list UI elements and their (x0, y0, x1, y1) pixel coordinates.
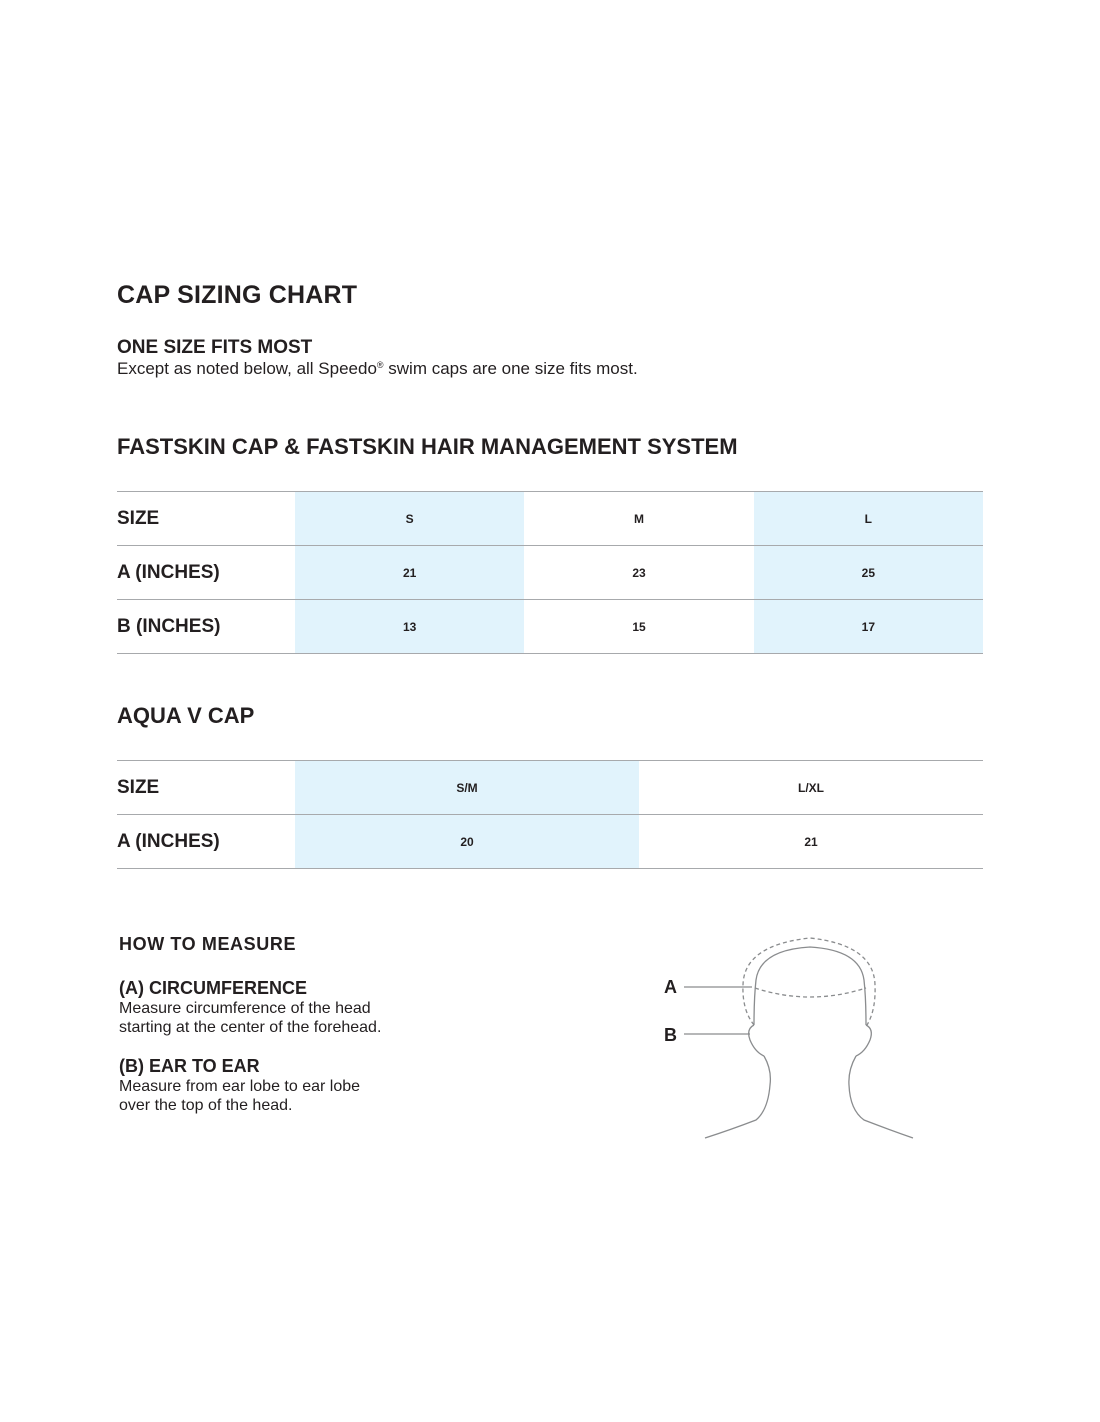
circumference-title: (A) CIRCUMFERENCE (119, 978, 307, 998)
size-cell: S/M (295, 761, 639, 814)
neck-right (849, 1056, 913, 1138)
neck-left (705, 1056, 770, 1138)
note-text-2: swim caps are one size fits most. (383, 359, 638, 378)
row-label: SIZE (117, 776, 160, 798)
page-title: CAP SIZING CHART (117, 281, 358, 309)
aquav-title: AQUA V CAP (117, 703, 255, 728)
size-cell: 20 (295, 815, 639, 868)
ear-to-ear-title: (B) EAR TO EAR (119, 1056, 260, 1076)
size-cell: 25 (754, 546, 983, 599)
ear-to-ear-line-1: Measure from ear lobe to ear lobe (119, 1078, 361, 1095)
circumference-line-2: starting at the center of the forehead. (119, 1019, 382, 1036)
size-cell: 21 (804, 834, 818, 849)
size-cell: 23 (632, 565, 646, 580)
size-cell: 21 (295, 546, 524, 599)
left-ear (749, 1025, 764, 1056)
size-cell: 13 (295, 600, 524, 653)
diagram-label-b: B (664, 1025, 677, 1045)
diagram-label-a: A (664, 977, 677, 997)
circumference-line-1: Measure circumference of the head (119, 1000, 371, 1017)
size-cell: M (633, 511, 644, 526)
how-to-measure-heading: HOW TO MEASURE (119, 934, 297, 954)
size-cell: 17 (754, 600, 983, 653)
registered-mark: ® (376, 360, 384, 370)
circumference-dashed (755, 988, 866, 997)
row-label: B (INCHES) (117, 615, 221, 637)
size-cell: S (295, 492, 524, 545)
fastskin-title: FASTSKIN CAP & FASTSKIN HAIR MANAGEMENT SYSTEM (117, 434, 738, 459)
size-cell: L (754, 492, 983, 545)
cap-outline-dashed (743, 938, 875, 1025)
right-ear (856, 1025, 871, 1056)
note-text-1: Except as noted below, all Speedo (117, 359, 377, 378)
ear-to-ear-line-2: over the top of the head. (119, 1097, 293, 1114)
head-outline (754, 947, 866, 1025)
row-label: A (INCHES) (117, 561, 220, 583)
one-size-heading: ONE SIZE FITS MOST (117, 337, 313, 358)
row-label: SIZE (117, 507, 160, 529)
size-cell: 15 (632, 619, 646, 634)
row-label: A (INCHES) (117, 830, 220, 852)
size-cell: L/XL (798, 780, 824, 795)
